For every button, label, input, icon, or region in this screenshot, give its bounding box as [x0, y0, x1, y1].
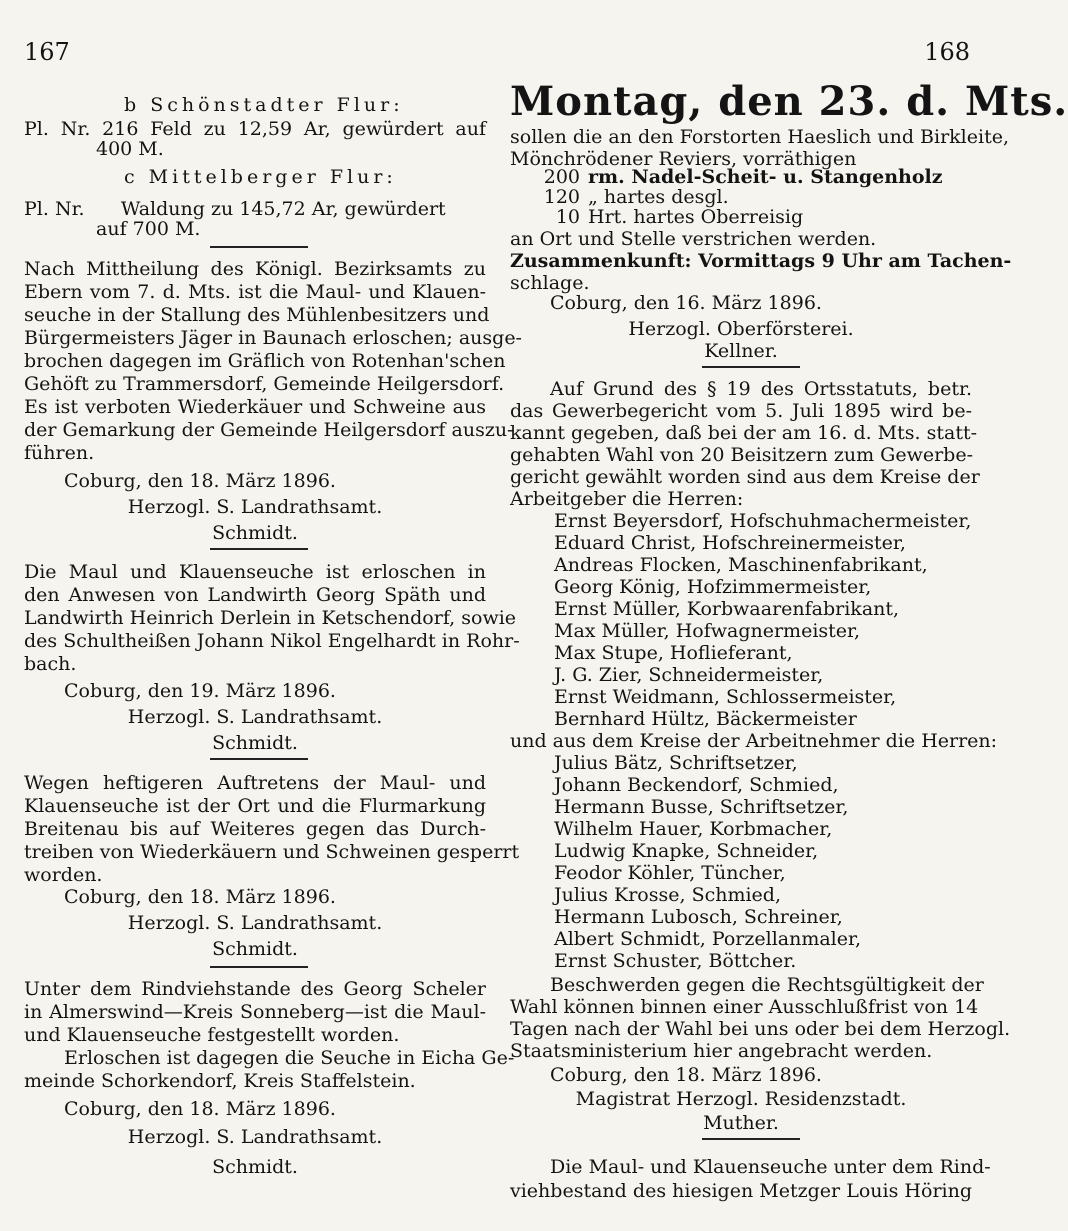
list-item: Wilhelm Hauer, Korbmacher,	[554, 818, 833, 840]
notice-line: Zusammenkunft: Vormittags 9 Uhr am Tachen-	[510, 250, 1012, 272]
notice-line: der Gemarkung der Gemeinde Heilgersdorf auszu-	[24, 419, 514, 441]
notice-date: Coburg, den 18. März 1896.	[550, 1064, 822, 1086]
notice-line: brochen dagegen im Gräflich von Rotenhan'schen	[24, 350, 506, 372]
divider	[210, 246, 308, 248]
notice-office: Herzogl. S. Landrathsamt.	[127, 1126, 383, 1148]
list-item: Ernst Beyersdorf, Hofschuhmachermeister,	[554, 510, 972, 532]
page-number-left: 167	[24, 38, 70, 66]
notice-line: und Klauenseuche festgestellt worden.	[24, 1024, 400, 1046]
page-number-right: 168	[924, 38, 970, 66]
notice-line: seuche in der Stallung des Mühlenbesitzers und	[24, 304, 490, 326]
list-item: Johann Beckendorf, Schmied,	[554, 774, 839, 796]
list-item: Ernst Weidmann, Schlossermeister,	[554, 686, 897, 708]
notice-line: bach.	[24, 653, 77, 675]
notice-line: 400 M.	[96, 138, 164, 160]
notice-signer: Schmidt.	[212, 1156, 298, 1178]
notice-line: auf 700 M.	[96, 218, 201, 240]
notice-office: Herzogl. S. Landrathsamt.	[127, 912, 383, 934]
list-item: Georg König, Hofzimmermeister,	[554, 576, 872, 598]
notice-line: Ebern vom 7. d. Mts. ist die Maul- und Klauen-	[24, 281, 486, 303]
notice-line: Breitenau bis auf Weiteres gegen das Durch-	[24, 818, 486, 840]
notice-signer: Schmidt.	[212, 938, 298, 960]
wood-item-text: rm. Nadel-Scheit- u. Stangenholz	[588, 166, 943, 188]
notice-line: schlage.	[510, 272, 590, 294]
notice-line: in Almerswind—Kreis Sonneberg—ist die Maul-	[24, 1001, 486, 1023]
divider	[702, 366, 800, 368]
notice-line: den Anwesen von Landwirth Georg Späth und	[24, 584, 486, 606]
notice-line: viehbestand des hiesigen Metzger Louis Höring	[510, 1180, 972, 1202]
notice-line: Wegen heftigeren Auftretens der Maul- und	[24, 772, 486, 794]
notice-line: Bürgermeisters Jäger in Baunach erloschen; ausge-	[24, 327, 522, 349]
notice-heading: c Mittelberger Flur:	[124, 166, 397, 188]
notice-line: Auf Grund des § 19 des Ortsstatuts, betr.	[550, 378, 972, 400]
wood-item-text: „ hartes desgl.	[588, 186, 729, 208]
notice-line: Wahl können binnen einer Ausschlußfrist von 14	[510, 996, 979, 1018]
notice-line: Unter dem Rindviehstande des Georg Scheler	[24, 978, 486, 1000]
list-item: Ernst Schuster, Böttcher.	[554, 950, 797, 972]
notice-line: Arbeitgeber die Herren:	[510, 488, 744, 510]
notice-signer: Schmidt.	[212, 522, 298, 544]
notice-date: Coburg, den 18. März 1896.	[64, 470, 336, 492]
notice-date: Coburg, den 18. März 1896.	[64, 1098, 336, 1120]
notice-office: Magistrat Herzogl. Residenzstadt.	[575, 1088, 907, 1110]
notice-heading: b Schönstadter Flur:	[124, 94, 404, 116]
notice-line: Staatsministerium hier angebracht werden.	[510, 1040, 933, 1062]
notice-signer: Kellner.	[704, 340, 778, 362]
notice-headline: Montag, den 23. d. Mts.	[510, 78, 1068, 125]
notice-line: worden.	[24, 864, 103, 886]
divider	[702, 1138, 800, 1140]
notice-line: Die Maul- und Klauenseuche unter dem Rind-	[550, 1156, 991, 1178]
notice-signer: Muther.	[703, 1112, 779, 1134]
notice-line: Erloschen ist dagegen die Seuche in Eicha Ge-	[64, 1047, 515, 1069]
divider	[210, 758, 308, 760]
wood-item-amount: 10	[555, 206, 580, 228]
notice-date: Coburg, den 18. März 1896.	[64, 886, 336, 908]
list-item: Feodor Köhler, Tüncher,	[554, 862, 786, 884]
notice-office: Herzogl. Oberförsterei.	[628, 318, 854, 340]
list-item: Eduard Christ, Hofschreinermeister,	[554, 532, 906, 554]
notice-office: Herzogl. S. Landrathsamt.	[127, 496, 383, 518]
notice-line: Es ist verboten Wiederkäuer und Schweine aus	[24, 396, 486, 418]
notice-signer: Schmidt.	[212, 732, 298, 754]
list-item: Max Müller, Hofwagnermeister,	[554, 620, 861, 642]
wood-item	[510, 186, 729, 208]
notice-line: sollen die an den Forstorten Haeslich und Birkleite,	[510, 126, 1009, 148]
notice-line: Klauenseuche ist der Ort und die Flurmarkung	[24, 795, 486, 817]
list-item: Julius Krosse, Schmied,	[554, 884, 782, 906]
wood-item-amount: 200	[543, 166, 580, 188]
notice-line: an Ort und Stelle verstrichen werden.	[510, 228, 877, 250]
list-item: Hermann Lubosch, Schreiner,	[554, 906, 843, 928]
notice-office: Herzogl. S. Landrathsamt.	[127, 706, 383, 728]
wood-item-amount: 120	[543, 186, 580, 208]
notice-date: Coburg, den 16. März 1896.	[550, 292, 822, 314]
list-item: Ludwig Knapke, Schneider,	[554, 840, 819, 862]
wood-item-text: Hrt. hartes Oberreisig	[588, 206, 804, 228]
list-item: Bernhard Hültz, Bäckermeister	[554, 708, 857, 730]
notice-line: des Schultheißen Johann Nikol Engelhardt in Rohr-	[24, 630, 520, 652]
notice-line: Nach Mittheilung des Königl. Bezirksamts zu	[24, 258, 486, 280]
notice-line: Tagen nach der Wahl bei uns oder bei dem Herzogl.	[510, 1018, 1011, 1040]
notice-line: gericht gewählt worden sind aus dem Kreise der	[510, 466, 980, 488]
notice-line: und aus dem Kreise der Arbeitnehmer die Herren:	[510, 730, 998, 752]
notice-line: meinde Schorkendorf, Kreis Staffelstein.	[24, 1070, 416, 1092]
notice-line: das Gewerbegericht vom 5. Juli 1895 wird be-	[510, 400, 972, 422]
notice-line: Landwirth Heinrich Derlein in Ketschendorf, sowie	[24, 607, 517, 629]
notice-line: Mönchrödener Reviers, vorräthigen	[510, 148, 857, 170]
list-item: Julius Bätz, Schriftsetzer,	[554, 752, 798, 774]
list-item: Albert Schmidt, Porzellanmaler,	[554, 928, 862, 950]
list-item: Hermann Busse, Schriftsetzer,	[554, 796, 849, 818]
list-item: J. G. Zier, Schneidermeister,	[554, 664, 824, 686]
notice-line: kannt gegeben, daß bei der am 16. d. Mts. statt-	[510, 422, 978, 444]
list-item: Max Stupe, Hoflieferant,	[554, 642, 793, 664]
notice-line: treiben von Wiederkäuern und Schweinen gesperrt	[24, 841, 520, 863]
divider	[210, 548, 308, 550]
notice-line: Pl. Nr. 216 Feld zu 12,59 Ar, gewürdert auf	[24, 118, 486, 140]
list-item: Andreas Flocken, Maschinenfabrikant,	[554, 554, 928, 576]
notice-line: Pl. Nr. Waldung zu 145,72 Ar, gewürdert	[24, 198, 446, 220]
notice-line: gehabten Wahl von 20 Beisitzern zum Gewerbe-	[510, 444, 974, 466]
list-item: Ernst Müller, Korbwaarenfabrikant,	[554, 598, 900, 620]
notice-line: führen.	[24, 442, 95, 464]
notice-line: Die Maul und Klauenseuche ist erloschen in	[24, 561, 486, 583]
divider	[210, 966, 308, 968]
notice-date: Coburg, den 19. März 1896.	[64, 680, 336, 702]
wood-item	[510, 206, 803, 228]
wood-item	[510, 166, 943, 188]
notice-line: Gehöft zu Trammersdorf, Gemeinde Heilgersdorf.	[24, 373, 505, 395]
notice-line: Beschwerden gegen die Rechtsgültigkeit der	[550, 974, 984, 996]
